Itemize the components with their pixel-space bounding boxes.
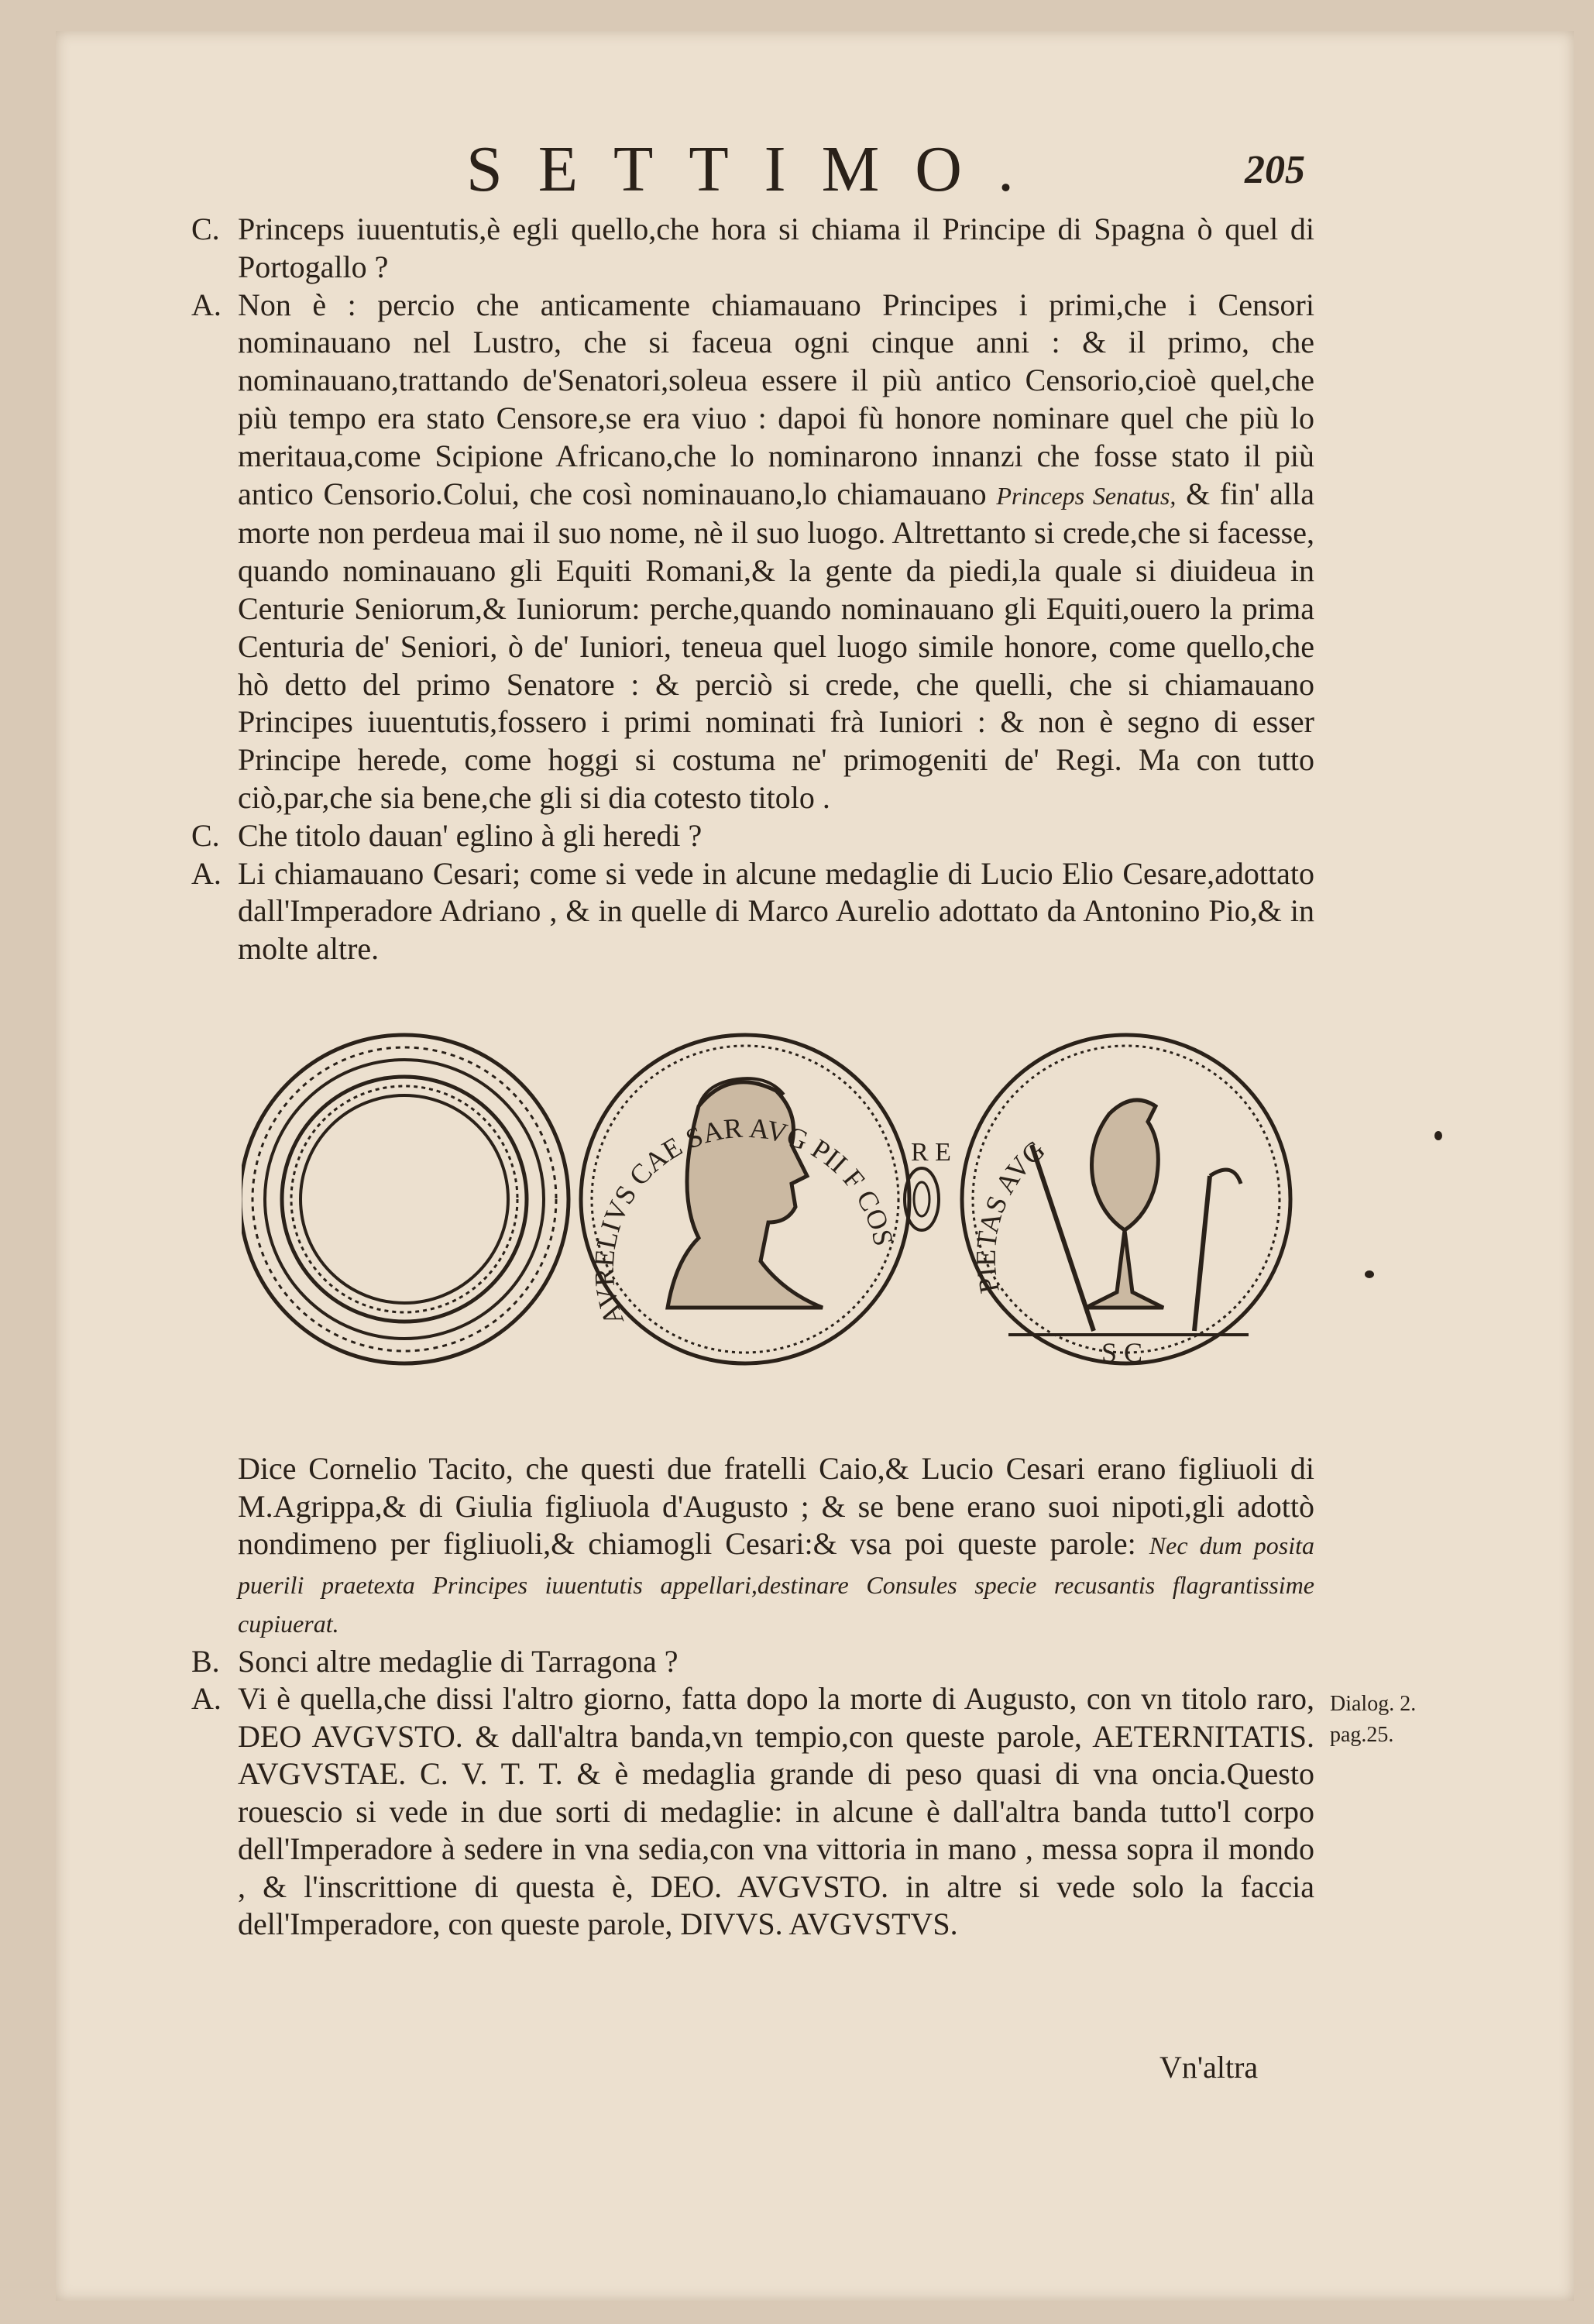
dialogue-top [191, 211, 1314, 968]
blank-coin [242, 1035, 569, 1363]
dialogue-text: Vi è quella,che dissi l'altro giorno, fatta dopo la morte di Augusto, con vn titolo raro, DEO AVGVSTO. & dall'altra banda,vn tempio,con queste parole, AETERNITATIS. AVGVSTAE. C. V. T. T. & è medaglia grande di peso quasi di vna oncia.Questo rouescio si vede in due sorti di medaglie: in alcune è dall'altra banda tutto'l corpo dell'Imperadore à sedere in vna sedia,con vna vittoria in mano , messa sopra il mondo , & l'inscrittione di questa è, DEO. AVGVSTO. in altre si vede solo la faccia dell'Imperadore, con queste parole, DIVVS. AVGVSTVS. [238, 1681, 1314, 1941]
reverse-exergue: S C [1101, 1337, 1143, 1368]
dialogue-line [191, 817, 1314, 855]
speaker-label: A. [191, 855, 222, 891]
dialogue-line [191, 855, 1314, 968]
reverse-legend: PIETAS AVG [970, 1133, 1051, 1296]
speaker-label: A. [191, 1681, 222, 1716]
coin-illustration [242, 1021, 1311, 1377]
dialogue-text: Princeps iuuentutis,è egli quello,che hora si chiama il Principe di Spagna ò quel di Portogallo ? [238, 211, 1314, 284]
speaker-label: B. [191, 1643, 220, 1679]
running-head: SETTIMO. [466, 133, 1049, 205]
speaker-label: C. [191, 211, 220, 246]
connector-letters: R E [911, 1138, 951, 1167]
dialogue-text: Che titolo dauan' eglino à gli heredi ? [238, 817, 703, 853]
latin-quote: Princeps Senatus, [996, 481, 1177, 510]
latin-quote: Nec dum posita puerili praetexta Principes iuuentutis appellari,destinare Consules specie recusantis flagrantissime cupiuerat. [238, 1532, 1315, 1638]
dialogue-line [191, 1643, 1314, 1681]
dialogue-line [191, 211, 1314, 287]
dialogue-text: Non è : percio che anticamente chiamauano Principes i primi,che i Censori nominauano nel Lustro, che si faceua ogni cinque anni : & il primo, che nominauano,trattando de'Senatori,soleua essere il più antico Censorio,cioè quel,che più tempo era stato Censore,se era viuo : dapoi fù honore nominare quel che più lo meritaua,come Scipione Africano,che lo nominarono innanzi che fosse stato il più antico Censorio.Colui, che così nominauano,lo chiamauano [238, 287, 1314, 511]
coin-engraving [242, 1021, 1311, 1377]
marginal-note [1330, 1689, 1416, 1751]
narrative-paragraph [191, 1450, 1314, 1643]
ink-spot [1434, 1131, 1442, 1140]
speaker-label: A. [191, 287, 222, 322]
dialogue-text: Li chiamauano Cesari; come si vede in alcune medaglie di Lucio Elio Cesare,adottato dall'Imperadore Adriano , & in quelle di Marco Aurelio adottato da Antonino Pio,& in molte altre. [238, 855, 1314, 967]
obverse-legend: AVRELIVS CAE SAR AVG PII F COS [588, 1112, 900, 1330]
dialogue-bottom [191, 1450, 1314, 1944]
dialogue-text: Sonci altre medaglie di Tarragona ? [238, 1643, 678, 1679]
dialogue-line [191, 287, 1314, 817]
marginal-line: Dialog. 2. [1330, 1692, 1417, 1716]
marginal-line: pag.25. [1330, 1723, 1394, 1747]
page-number: 205 [1245, 148, 1305, 192]
catchword: Vn'altra [1159, 2050, 1259, 2085]
svg-text:PIETAS AVG [970, 1134, 1051, 1296]
dialogue-line [191, 1680, 1314, 1944]
speaker-label: C. [191, 817, 220, 853]
ink-spot [1365, 1270, 1374, 1278]
book-page [56, 31, 1574, 2301]
paragraph-text: Dice Cornelio Tacito, che questi due fratelli Caio,& Lucio Cesari erano figliuoli di M.Agrippa,& di Giulia figliuola d'Augusto ; & se bene erano suoi nipoti,gli adottò nondimeno per figliuoli,& chiamogli Cesari:& vsa poi queste parole: [238, 1451, 1314, 1561]
dialogue-text-cont: & fin' alla morte non perdeua mai il suo nome, nè il suo luogo. Altrettanto si crede,che si facesse, quando nominauano gli Equiti Romani,& la gente da piedi,la quale si diuideua in Centurie Seniorum,& Iuniorum: perche,quando nominauano gli Equiti,ouero la prima Centuria de' Seniori, ò de' Iuniori, teneua quel luogo simile honore, come quello,che hò detto del primo Senatore : & perciò si crede, che quelli, che si chiamauano Principes iuuentutis,fossero i primi nominati frà Iuniori : & non è segno di esser Principe herede, come hoggi si costuma ne' primogeniti de' Regi. Ma con tutto ciò,par,che sia bene,che gli si dia cotesto titolo . [238, 476, 1315, 815]
